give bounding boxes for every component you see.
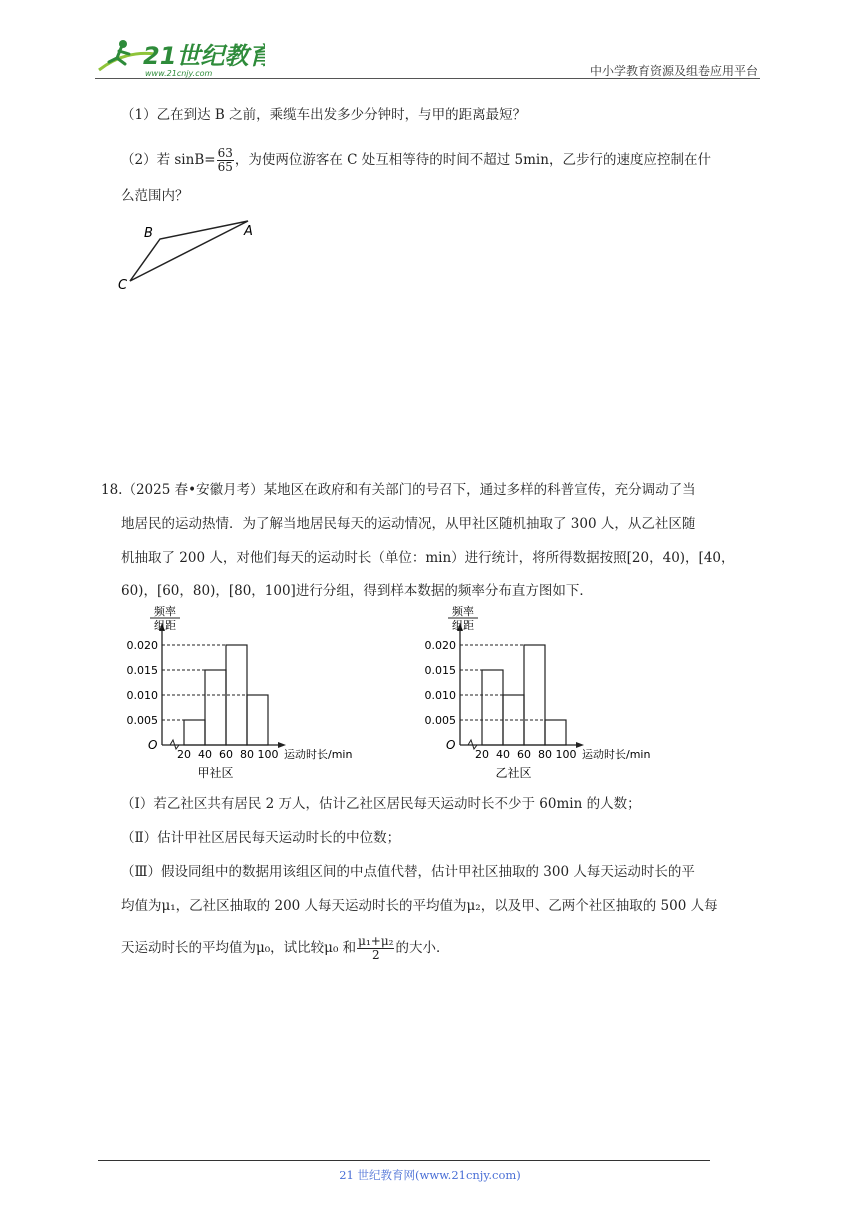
q17-part2-cont: 么范围内？ — [121, 188, 189, 204]
chart-title: 甲社区 — [197, 766, 234, 780]
q17-fraction: $\frac{63}{65}$ — [217, 146, 233, 174]
x-axis-label: 运动时长/min — [284, 748, 353, 761]
x-tick-label: 20 — [475, 748, 489, 761]
x-tick-label: 40 — [496, 748, 510, 761]
q18-sub1: （Ⅰ）若乙社区共有居民 2 万人，估计乙社区居民每天运动时长不少于 60min 的人数； — [121, 796, 641, 812]
y-tick-label: 0.010 — [424, 689, 456, 702]
header-platform-text: 中小学教育资源及组卷应用平台 — [589, 64, 758, 78]
y-tick-label: 0.005 — [424, 714, 456, 727]
y-tick-label: 0.010 — [126, 689, 158, 702]
x-tick-label: 20 — [177, 748, 191, 761]
q18-line2: 地居民的运动热情．为了解当地居民每天的运动情况，从甲社区随机抽取了 300 人，从乙社区随 — [121, 516, 696, 532]
bar-20-40 — [184, 720, 205, 745]
label-c: C — [118, 278, 128, 293]
q18-sub3-line2: 均值为μ₁，乙社区抽取的 200 人每天运动时长的平均值为μ₂，以及甲、乙两个社区抽取的 500 人每 — [121, 898, 718, 914]
runner-logo-icon — [95, 36, 265, 80]
mu-fraction: $\frac{\text{μ₁+μ₂}}{2}$ — [358, 934, 394, 962]
bar-60-80 — [524, 645, 545, 745]
footer-text: 21 世纪教育网(www.21cnjy.com) — [339, 1168, 521, 1182]
x-tick-label: 100 — [257, 748, 279, 761]
q18-line4: 60)，[60，80)，[80，100]进行分组，得到样本数据的频率分布直方图如下． — [121, 583, 593, 599]
bar-40-60 — [205, 670, 226, 745]
q18-sub2: （Ⅱ）估计甲社区居民每天运动时长的中位数； — [121, 830, 401, 846]
histogram-yi — [410, 605, 690, 785]
svg-text:www.21cnjy.com: www.21cnjy.com — [145, 69, 213, 78]
chart-title: 乙社区 — [495, 766, 532, 780]
y-label-numerator: 频率 — [154, 605, 176, 618]
origin-label: O — [446, 738, 456, 752]
bar-20-40 — [482, 670, 503, 745]
header-divider — [95, 78, 760, 79]
x-tick-label: 60 — [517, 748, 531, 761]
y-label-numerator: 频率 — [452, 605, 474, 618]
footer-divider — [98, 1160, 710, 1161]
y-tick-label: 0.005 — [126, 714, 158, 727]
origin-label: O — [148, 738, 158, 752]
q17-part2: （2）若 sinB= $\frac{63}{65}$ ，为使两位游客在 C 处互相等待的时间不超过 5min，乙步行的速度应控制在什 — [121, 146, 711, 174]
y-tick-label: 0.015 — [126, 664, 158, 677]
bar-80-100 — [247, 695, 268, 745]
y-label-denominator: 组距 — [154, 619, 176, 632]
svg-text:21世纪教育: 21世纪教育 — [143, 42, 265, 70]
q17-part1: （1）乙在到达 B 之前，乘缆车出发多少分钟时，与甲的距离最短？ — [121, 107, 527, 123]
bar-80-100 — [545, 720, 566, 745]
q18-line3: 机抽取了 200 人，对他们每天的运动时长（单位：min）进行统计，将所得数据按照[20，40)，[40， — [121, 550, 735, 566]
y-tick-label: 0.015 — [424, 664, 456, 677]
logo — [95, 36, 265, 80]
q18-line1: 18.（2025 春•安徽月考）某地区在政府和有关部门的号召下，通过多样的科普宣传，充分调动了当 — [101, 482, 696, 498]
x-tick-label: 80 — [538, 748, 552, 761]
q18-sub3-line1: （Ⅲ）假设同组中的数据用该组区间的中点值代替，估计甲社区抽取的 300 人每天运动时长的平 — [121, 864, 695, 880]
triangle-figure — [110, 215, 270, 295]
x-axis-label: 运动时长/min — [582, 748, 651, 761]
x-tick-label: 40 — [198, 748, 212, 761]
y-tick-label: 0.020 — [126, 639, 158, 652]
y-tick-label: 0.020 — [424, 639, 456, 652]
x-tick-label: 100 — [555, 748, 577, 761]
histogram-jia — [112, 605, 392, 785]
x-tick-label: 60 — [219, 748, 233, 761]
x-tick-label: 80 — [240, 748, 254, 761]
label-a: A — [244, 224, 253, 239]
label-b: B — [144, 226, 153, 241]
y-label-denominator: 组距 — [452, 619, 474, 632]
q18-sub3-line3: 天运动时长的平均值为μ₀，试比较μ₀ 和 $\frac{\text{μ₁+μ₂}}{2}$ 的大小． — [121, 934, 450, 962]
